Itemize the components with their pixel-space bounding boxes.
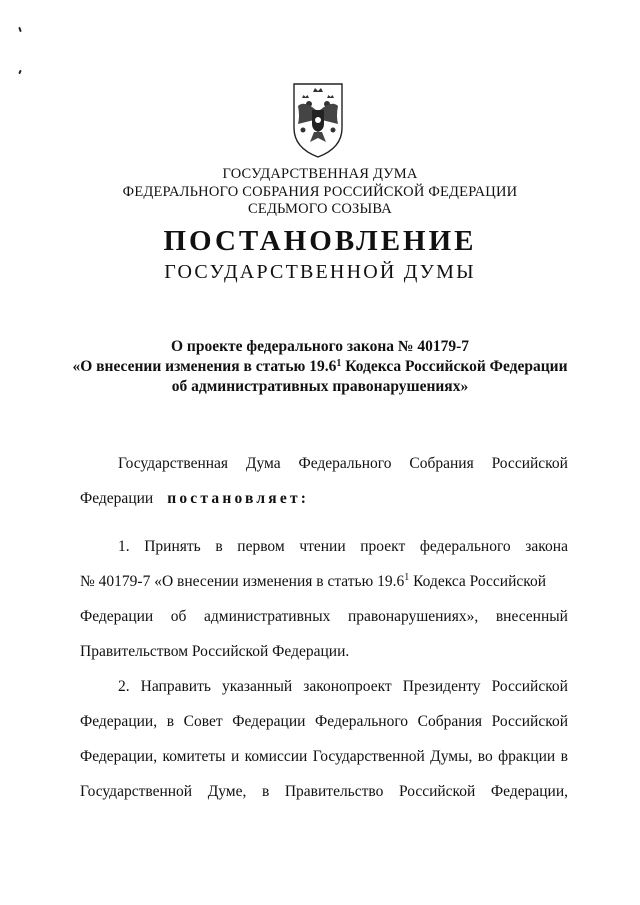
- text-line: № 40179-7 «О внесении изменения в статью 19.6$^1$ Кодекса Российской: [80, 572, 547, 590]
- word: проект: [360, 538, 406, 555]
- subject-line: «О внесении изменения в статью 19.6$^1$ Кодекса Российской Федерации: [72, 358, 568, 375]
- word: фракции: [498, 748, 556, 765]
- word: Правительство: [284, 783, 384, 800]
- word: и: [230, 748, 240, 765]
- word: федерального: [419, 538, 511, 555]
- word: Федерации,: [80, 748, 158, 765]
- header-line: ФЕДЕРАЛЬНОГО СОБРАНИЯ РОССИЙСКОЙ ФЕДЕРАЦИИ: [122, 183, 518, 200]
- word: 2.: [118, 678, 130, 695]
- paragraph-2: [80, 669, 568, 809]
- word: законопроект: [303, 678, 392, 695]
- word: Федерации,: [490, 783, 568, 800]
- subject-line: об административных правонарушениях»: [171, 378, 469, 395]
- word: комиссии: [244, 748, 308, 765]
- word: в: [166, 713, 175, 730]
- text-line: [80, 739, 568, 774]
- text-line: [80, 669, 568, 704]
- text-line: Правительством Российской Федерации.: [80, 643, 350, 660]
- word: об: [170, 608, 187, 625]
- word: в: [560, 748, 568, 765]
- word: Федерации: [80, 608, 154, 625]
- paragraph-1: [80, 529, 568, 669]
- text-line: [80, 529, 568, 564]
- word: внесенный: [495, 608, 568, 625]
- word: Государственной: [312, 748, 425, 765]
- word: Государственной: [80, 783, 193, 800]
- word: чтении: [299, 538, 346, 555]
- preamble: [80, 446, 568, 516]
- scan-artifact: [18, 27, 22, 32]
- word: в: [215, 538, 223, 555]
- text-line: [80, 599, 568, 634]
- scan-artifact: [18, 70, 22, 74]
- header-line: ГОСУДАРСТВЕННАЯ ДУМА: [222, 166, 418, 182]
- word: правонарушениях»,: [347, 608, 479, 625]
- document-subtitle: ГОСУДАРСТВЕННОЙ ДУМЫ: [164, 261, 476, 283]
- word: Думе,: [207, 783, 247, 800]
- word: закона: [525, 538, 568, 555]
- subject-line: О проекте федерального закона № 40179-7: [170, 338, 469, 355]
- word: Президенту: [402, 678, 481, 695]
- word: Российской: [398, 783, 476, 800]
- coat-of-arms-emblem: [288, 80, 348, 160]
- word: во: [477, 748, 493, 765]
- issuing-body-header: [0, 166, 640, 219]
- word: Федерации: [232, 713, 306, 730]
- word: 1.: [118, 538, 130, 555]
- text-line: [80, 704, 568, 739]
- word: Федерального: [315, 713, 409, 730]
- resolves-verb: постановляет:: [167, 490, 310, 507]
- text-line: Государственная Дума Федерального Собрания Российской: [118, 455, 568, 472]
- document-subject: [0, 337, 640, 397]
- word: Совет: [183, 713, 223, 730]
- word: административных: [204, 608, 331, 625]
- text-line: [80, 774, 568, 809]
- word: Направить: [140, 678, 211, 695]
- word: указанный: [221, 678, 293, 695]
- word: первом: [237, 538, 285, 555]
- word: комитеты: [162, 748, 226, 765]
- word: Российской: [491, 678, 568, 695]
- word: Собрания: [417, 713, 482, 730]
- header-line: СЕДЬМОГО СОЗЫВА: [248, 201, 392, 217]
- word: Думы,: [430, 748, 473, 765]
- word: Российской: [491, 713, 568, 730]
- document-title: ПОСТАНОВЛЕНИЕ: [163, 225, 477, 257]
- word: Федерации,: [80, 713, 158, 730]
- text-line: Федерации постановляет:: [80, 481, 568, 516]
- word: в: [261, 783, 270, 800]
- word: Принять: [144, 538, 201, 555]
